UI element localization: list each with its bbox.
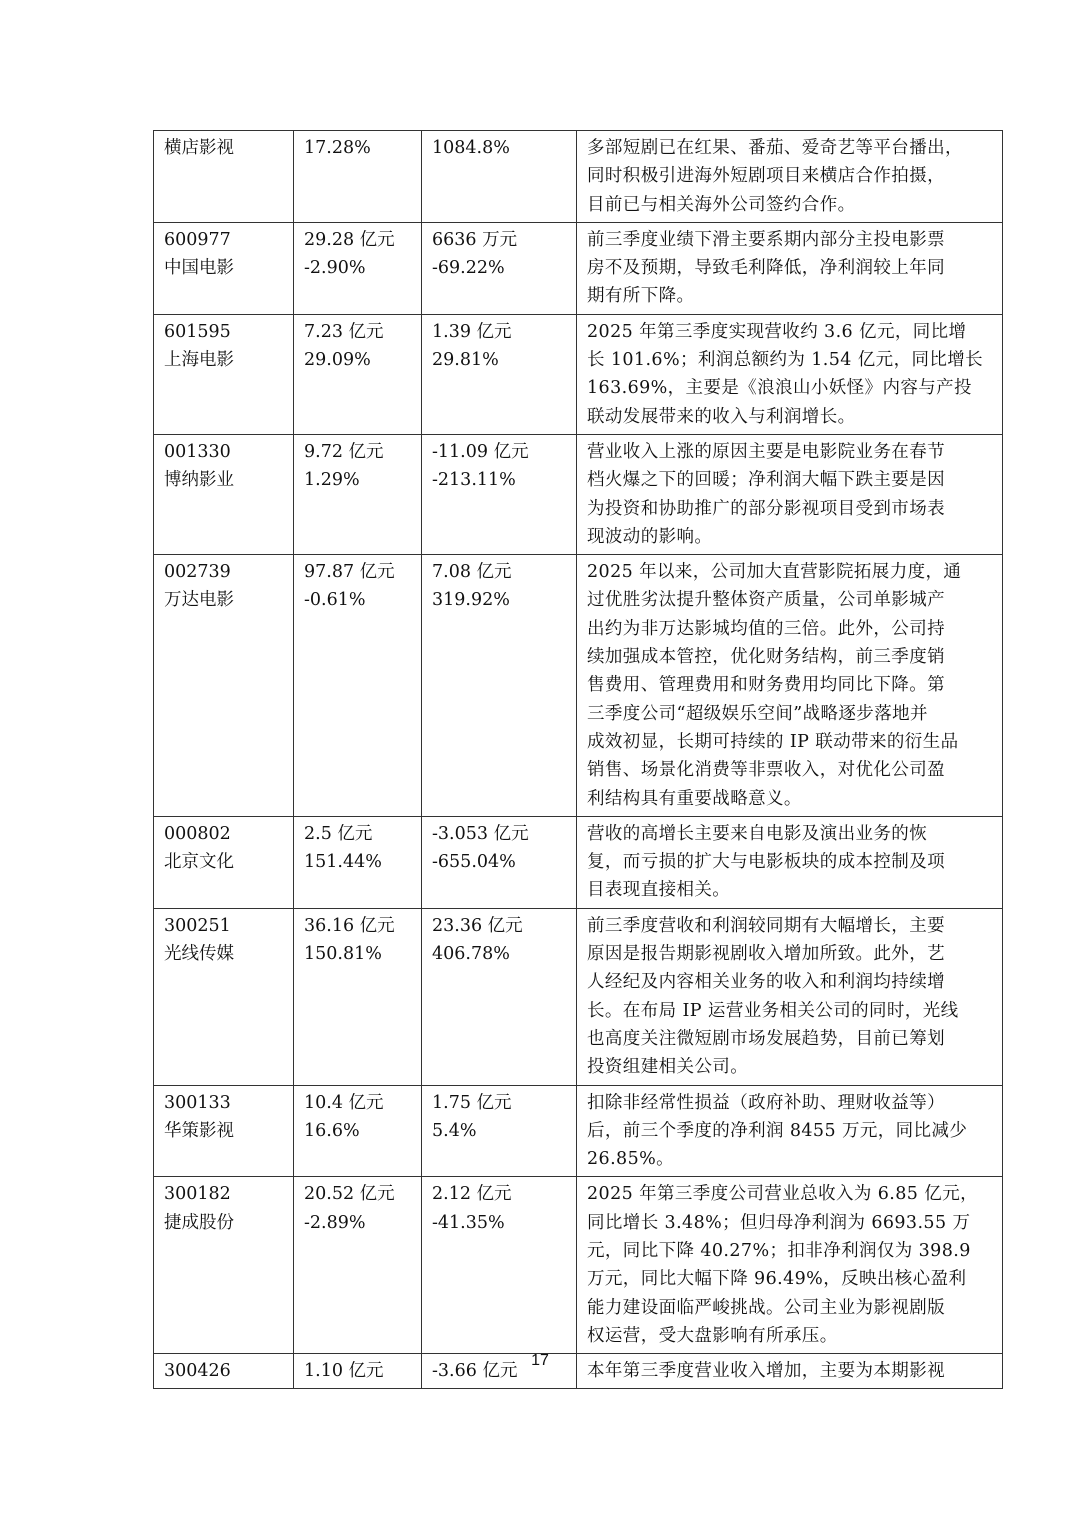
cell-line: 29.81%	[432, 350, 499, 371]
cell-line: 北京文化	[164, 852, 234, 873]
company-cell	[154, 816, 294, 908]
cell-line: 601595	[164, 321, 231, 342]
cell-line: 26.85%。	[587, 1149, 675, 1170]
cell-line: 上海电影	[164, 350, 234, 371]
description-cell	[577, 816, 1003, 908]
cell-line: 2.5 亿元	[304, 823, 373, 844]
cell-line: -3.053 亿元	[432, 823, 529, 844]
cell-line: 长。在布局 IP 运营业务相关公司的同时，光线	[587, 1000, 959, 1021]
revenue-cell	[294, 131, 422, 223]
cell-line: 2025 年以来，公司加大直营影院拓展力度，通	[587, 562, 962, 583]
cell-line: 319.92%	[432, 590, 510, 611]
revenue-cell	[294, 1177, 422, 1354]
cell-line: 现波动的影响。	[587, 526, 713, 547]
cell-line: 300182	[164, 1184, 231, 1205]
company-cell	[154, 131, 294, 223]
company-cell	[154, 555, 294, 817]
cell-line: -213.11%	[432, 470, 516, 491]
cell-line: 同比增长 3.48%；但归母净利润为 6693.55 万	[587, 1212, 971, 1233]
profit-cell	[422, 1085, 577, 1177]
cell-line: 销售、场景化消费等非票收入，对优化公司盈	[587, 760, 945, 781]
revenue-cell	[294, 1085, 422, 1177]
table-row	[154, 555, 1003, 817]
cell-line: 600977	[164, 229, 231, 250]
cell-line: -41.35%	[432, 1212, 505, 1233]
cell-line: 多部短剧已在红果、番茄、爱奇艺等平台播出，	[587, 138, 963, 158]
revenue-cell	[294, 434, 422, 554]
revenue-cell	[294, 816, 422, 908]
table-row	[154, 434, 1003, 554]
cell-line: 002739	[164, 562, 231, 583]
cell-line: 也高度关注微短剧市场发展趋势，目前已筹划	[587, 1028, 945, 1049]
cell-line: -0.61%	[304, 590, 366, 611]
description-cell	[577, 131, 1003, 223]
cell-line: -2.90%	[304, 258, 366, 279]
cell-line: 人经纪及内容相关业务的收入和利润均持续增	[587, 972, 945, 993]
cell-line: 001330	[164, 441, 231, 462]
cell-line: 16.6%	[304, 1120, 360, 1141]
cell-line: 权运营，受大盘影响有所承压。	[587, 1325, 838, 1346]
cell-line: 000802	[164, 823, 231, 844]
cell-line: 本年第三季度营业收入增加，主要为本期影视	[587, 1361, 945, 1382]
cell-line: 29.28 亿元	[304, 229, 395, 250]
company-cell	[154, 222, 294, 314]
cell-line: 17.28%	[304, 138, 371, 158]
cell-line: 华策影视	[164, 1120, 234, 1141]
cell-line: -11.09 亿元	[432, 441, 529, 462]
table-row	[154, 1177, 1003, 1354]
cell-line: 300426	[164, 1361, 231, 1382]
table-row	[154, 131, 1003, 223]
cell-line: 光线传媒	[164, 944, 234, 965]
cell-line: 三季度公司“超级娱乐空间”战略逐步落地并	[587, 703, 928, 724]
description-cell	[577, 434, 1003, 554]
cell-line: 联动发展带来的收入与利润增长。	[587, 406, 856, 427]
cell-line: 7.08 亿元	[432, 562, 512, 583]
cell-line: 9.72 亿元	[304, 441, 384, 462]
profit-cell	[422, 816, 577, 908]
cell-line: 元，同比下降 40.27%；扣非净利润仅为 398.9	[587, 1240, 971, 1261]
cell-line: 成效初显，长期可持续的 IP 联动带来的衍生品	[587, 731, 959, 752]
cell-line: 横店影视	[164, 138, 234, 158]
cell-line: 2025 年第三季度实现营收约 3.6 亿元，同比增	[587, 321, 967, 342]
table-row	[154, 1085, 1003, 1177]
cell-line: 目前已与相关海外公司签约合作。	[587, 194, 856, 215]
cell-line: 续加强成本管控，优化财务结构，前三季度销	[587, 647, 945, 668]
profit-cell	[422, 1177, 577, 1354]
cell-line: 29.09%	[304, 350, 371, 371]
cell-line: 捷成股份	[164, 1212, 234, 1233]
cell-line: 36.16 亿元	[304, 915, 395, 936]
profit-cell	[422, 131, 577, 223]
cell-line: 利结构具有重要战略意义。	[587, 788, 802, 809]
cell-line: 过优胜劣汰提升整体资产质量，公司单影城产	[587, 590, 945, 611]
cell-line: 博纳影业	[164, 470, 234, 491]
profit-cell	[422, 222, 577, 314]
cell-line: 前三季度业绩下滑主要系期内部分主投电影票	[587, 229, 945, 250]
company-cell	[154, 1085, 294, 1177]
cell-line: 1.39 亿元	[432, 321, 512, 342]
description-cell	[577, 1085, 1003, 1177]
cell-line: 406.78%	[432, 944, 510, 965]
cell-line: 档火爆之下的回暖；净利润大幅下跌主要是因	[587, 470, 945, 491]
cell-line: 扣除非经常性损益（政府补助、理财收益等）	[587, 1092, 945, 1113]
profit-cell	[422, 908, 577, 1085]
description-cell	[577, 314, 1003, 434]
table-row	[154, 222, 1003, 314]
cell-line: 目表现直接相关。	[587, 880, 731, 901]
page-number: 17	[531, 1352, 549, 1369]
cell-line: -655.04%	[432, 852, 516, 873]
cell-line: 同时积极引进海外短剧项目来横店合作拍摄，	[587, 166, 945, 187]
cell-line: 7.23 亿元	[304, 321, 384, 342]
description-cell	[577, 222, 1003, 314]
cell-line: 1084.8%	[432, 138, 510, 158]
cell-line: 1.10 亿元	[304, 1361, 384, 1382]
cell-line: 前三季度营收和利润较同期有大幅增长，主要	[587, 915, 945, 936]
cell-line: 长 101.6%；利润总额约为 1.54 亿元，同比增长	[587, 350, 984, 371]
profit-cell	[422, 555, 577, 817]
cell-line: 后，前三个季度的净利润 8455 万元，同比减少	[587, 1120, 968, 1141]
revenue-cell	[294, 908, 422, 1085]
financial-table	[153, 130, 1003, 1389]
revenue-cell	[294, 555, 422, 817]
company-cell	[154, 1177, 294, 1354]
cell-line: 能力建设面临严峻挑战。公司主业为影视剧版	[587, 1297, 945, 1318]
cell-line: 万元，同比大幅下降 96.49%，反映出核心盈利	[587, 1269, 967, 1290]
description-cell	[577, 1177, 1003, 1354]
cell-line: 为投资和协助推广的部分影视项目受到市场表	[587, 498, 945, 519]
description-cell	[577, 555, 1003, 817]
cell-line: 出约为非万达影城均值的三倍。此外，公司持	[587, 618, 945, 639]
cell-line: 10.4 亿元	[304, 1092, 384, 1113]
company-cell	[154, 908, 294, 1085]
table-row	[154, 314, 1003, 434]
cell-line: -69.22%	[432, 258, 505, 279]
cell-line: 6636 万元	[432, 229, 518, 250]
company-cell	[154, 314, 294, 434]
table-row	[154, 816, 1003, 908]
cell-line: 1.75 亿元	[432, 1092, 512, 1113]
cell-line: 23.36 亿元	[432, 915, 523, 936]
cell-line: 163.69%，主要是《浪浪山小妖怪》内容与产投	[587, 378, 972, 399]
cell-line: 300251	[164, 915, 231, 936]
profit-cell	[422, 434, 577, 554]
company-cell	[154, 434, 294, 554]
cell-line: 2.12 亿元	[432, 1184, 512, 1205]
cell-line: -3.66 亿元	[432, 1361, 518, 1382]
cell-line: 投资组建相关公司。	[587, 1057, 749, 1078]
cell-line: -2.89%	[304, 1212, 366, 1233]
cell-line: 1.29%	[304, 470, 360, 491]
description-cell	[577, 908, 1003, 1085]
cell-line: 2025 年第三季度公司营业总收入为 6.85 亿元，	[587, 1184, 978, 1205]
cell-line: 中国电影	[164, 258, 234, 279]
profit-cell	[422, 314, 577, 434]
revenue-cell	[294, 222, 422, 314]
cell-line: 期有所下降。	[587, 286, 695, 307]
table-row	[154, 908, 1003, 1085]
cell-line: 5.4%	[432, 1120, 477, 1141]
cell-line: 20.52 亿元	[304, 1184, 395, 1205]
cell-line: 复，而亏损的扩大与电影板块的成本控制及项	[587, 852, 945, 873]
cell-line: 97.87 亿元	[304, 562, 395, 583]
table-body	[154, 131, 1003, 1389]
cell-line: 151.44%	[304, 852, 382, 873]
cell-line: 售费用、管理费用和财务费用均同比下降。第	[587, 675, 945, 696]
cell-line: 营收的高增长主要来自电影及演出业务的恢	[587, 823, 928, 844]
revenue-cell	[294, 314, 422, 434]
cell-line: 营业收入上涨的原因主要是电影院业务在春节	[587, 441, 945, 462]
cell-line: 万达电影	[164, 590, 234, 611]
cell-line: 150.81%	[304, 944, 382, 965]
cell-line: 原因是报告期影视剧收入增加所致。此外，艺	[587, 944, 945, 965]
cell-line: 300133	[164, 1092, 231, 1113]
cell-line: 房不及预期，导致毛利降低，净利润较上年同	[587, 258, 945, 279]
